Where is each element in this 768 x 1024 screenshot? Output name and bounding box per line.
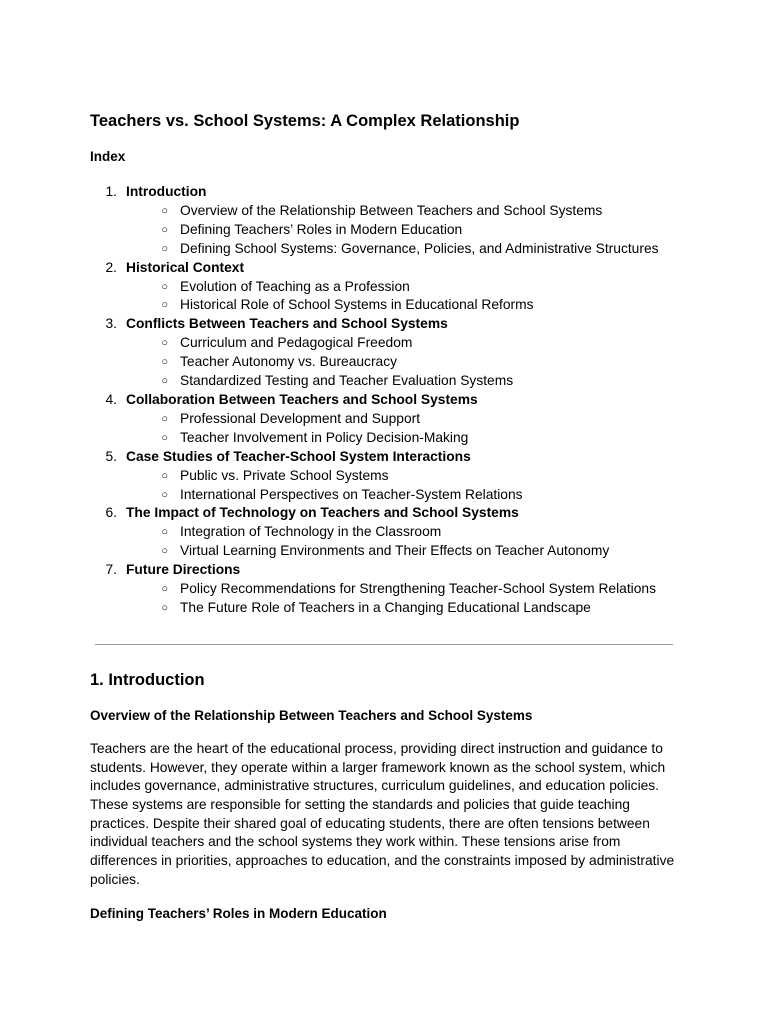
- toc-heading: [90, 183, 678, 202]
- circle-bullet-icon: ○: [161, 469, 168, 482]
- toc-section: [90, 315, 678, 391]
- toc-section: [90, 391, 678, 448]
- toc-sub-item: [90, 467, 678, 486]
- toc-sub-item-text: Defining School Systems: Governance, Policies, and Administrative Structures: [180, 240, 659, 256]
- section-divider: [95, 644, 673, 645]
- circle-bullet-icon: ○: [161, 337, 168, 350]
- toc-sub-item-text: Teacher Autonomy vs. Bureaucracy: [180, 354, 398, 370]
- toc-number: 2.: [105, 259, 117, 275]
- toc-sub-list: [90, 278, 678, 316]
- section-title: 1. Introduction: [90, 670, 205, 689]
- toc-sub-item: [90, 599, 678, 618]
- toc-heading-title: The Impact of Technology on Teachers and School Systems: [126, 505, 519, 521]
- toc-heading-title: Introduction: [126, 184, 207, 199]
- toc-sub-item: [90, 221, 678, 240]
- toc-sub-item: [90, 542, 678, 561]
- circle-bullet-icon: ○: [161, 299, 168, 312]
- toc-sub-item-text: International Perspectives on Teacher-System Relations: [180, 486, 523, 502]
- toc-sub-item: [90, 429, 678, 448]
- circle-bullet-icon: ○: [161, 356, 168, 369]
- toc-sub-item: [90, 523, 678, 542]
- subheading: Overview of the Relationship Between Teachers and School Systems: [90, 707, 533, 723]
- toc-heading: [90, 259, 678, 278]
- document-title: Teachers vs. School Systems: A Complex Relationship: [90, 112, 520, 130]
- circle-bullet-icon: ○: [161, 488, 168, 501]
- toc-sub-item: [90, 202, 678, 221]
- toc-section: [90, 259, 678, 316]
- circle-bullet-icon: ○: [161, 545, 168, 558]
- toc-section: [90, 504, 678, 561]
- toc-sub-item: [90, 372, 678, 391]
- toc-heading: [90, 391, 678, 410]
- toc-heading: [90, 504, 678, 523]
- circle-bullet-icon: ○: [161, 526, 168, 539]
- toc-number: 1.: [105, 184, 117, 199]
- circle-bullet-icon: ○: [161, 412, 168, 425]
- toc-sub-list: [90, 523, 678, 561]
- toc-sub-item-text: Overview of the Relationship Between Teachers and School Systems: [180, 202, 603, 218]
- circle-bullet-icon: ○: [161, 601, 168, 614]
- toc-sub-item: [90, 353, 678, 372]
- circle-bullet-icon: ○: [161, 431, 168, 444]
- toc-sub-item-text: Curriculum and Pedagogical Freedom: [180, 335, 413, 351]
- toc-number: 7.: [105, 562, 117, 578]
- toc-section: [90, 448, 678, 505]
- toc-sub-item-text: Defining Teachers’ Roles in Modern Education: [180, 221, 463, 237]
- toc-sub-item: [90, 410, 678, 429]
- toc-heading-title: Collaboration Between Teachers and School Systems: [126, 391, 478, 407]
- toc-number: 3.: [105, 316, 117, 332]
- toc-sub-item: [90, 240, 678, 259]
- toc-sub-item-text: Historical Role of School Systems in Educational Reforms: [180, 297, 534, 313]
- toc-sub-item-text: Virtual Learning Environments and Their Effects on Teacher Autonomy: [180, 543, 610, 559]
- toc-number: 4.: [105, 391, 117, 407]
- toc-sub-item-text: Integration of Technology in the Classroom: [180, 524, 442, 540]
- toc-section: [90, 561, 678, 618]
- toc-heading: [90, 315, 678, 334]
- toc-sub-item: [90, 580, 678, 599]
- toc-sub-list: [90, 202, 678, 259]
- toc-heading: [90, 561, 678, 580]
- toc-sub-item-text: The Future Role of Teachers in a Changing Educational Landscape: [180, 599, 591, 615]
- circle-bullet-icon: ○: [161, 583, 168, 596]
- circle-bullet-icon: ○: [161, 280, 168, 293]
- toc-sub-list: [90, 334, 678, 391]
- toc-sub-item-text: Evolution of Teaching as a Profession: [180, 278, 410, 294]
- toc-sub-item: [90, 296, 678, 315]
- toc-sub-list: [90, 580, 678, 618]
- toc-heading-title: Future Directions: [126, 562, 241, 578]
- toc-heading-title: Case Studies of Teacher-School System Interactions: [126, 448, 471, 464]
- toc-number: 5.: [105, 448, 117, 464]
- toc-sub-item-text: Standardized Testing and Teacher Evaluation Systems: [180, 373, 514, 389]
- toc-sub-list: [90, 410, 678, 448]
- toc-sub-item-text: Policy Recommendations for Strengthening Teacher-School System Relations: [180, 581, 656, 597]
- toc-sub-item: [90, 278, 678, 297]
- toc-section: [90, 183, 678, 259]
- body-paragraph: Teachers are the heart of the educational process, providing direct instruction and guidance to students. However, they operate within a larger framework known as the school system, which includes governance, administrative structures, curriculum guidelines, and education policies. These systems are responsible for setting the standards and policies that guide teaching practices. Despite their shared goal of educating students, there are often tensions between individual teachers and the school systems they work within. These tensions arise from differences in priorities, approaches to education, and the constraints imposed by administrative policies.: [90, 740, 675, 887]
- index-label: Index: [90, 149, 126, 164]
- toc-sub-item: [90, 486, 678, 505]
- toc-heading: [90, 448, 678, 467]
- circle-bullet-icon: ○: [161, 242, 168, 255]
- toc-heading-title: Conflicts Between Teachers and School Systems: [126, 316, 448, 332]
- toc-heading-title: Historical Context: [126, 259, 245, 275]
- circle-bullet-icon: ○: [161, 375, 168, 388]
- toc-sub-item: [90, 334, 678, 353]
- table-of-contents: [90, 183, 678, 618]
- toc-sub-list: [90, 467, 678, 505]
- circle-bullet-icon: ○: [161, 204, 168, 217]
- toc-number: 6.: [105, 505, 117, 521]
- subheading: Defining Teachers’ Roles in Modern Education: [90, 906, 387, 922]
- toc-sub-item-text: Public vs. Private School Systems: [180, 467, 389, 483]
- toc-sub-item-text: Professional Development and Support: [180, 410, 421, 426]
- circle-bullet-icon: ○: [161, 223, 168, 236]
- toc-sub-item-text: Teacher Involvement in Policy Decision-Making: [180, 429, 469, 445]
